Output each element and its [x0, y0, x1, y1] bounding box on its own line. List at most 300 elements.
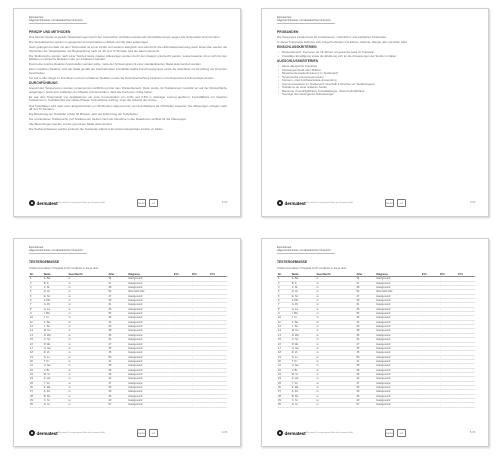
table-cell: B. K. — [291, 281, 316, 285]
table-cell: - — [173, 364, 191, 368]
table-cell: Hautgesund — [127, 403, 172, 407]
table-cell: H. La. — [43, 307, 68, 311]
table-cell: w — [67, 290, 107, 294]
table-cell: 20 — [29, 359, 43, 363]
document-page-2 — [261, 8, 489, 217]
table-cell: 26 — [277, 385, 291, 389]
table-cell: w — [315, 329, 355, 333]
table-cell: Y. Vo. — [43, 381, 68, 385]
table-cell: m — [315, 351, 355, 355]
table-cell: Hautgesund — [375, 385, 420, 389]
table-cell: - — [457, 281, 475, 285]
page-number: 4 / 5 — [221, 431, 227, 434]
table-cell: w — [315, 307, 355, 311]
table-cell: w — [67, 372, 107, 376]
table-cell: w — [315, 333, 355, 337]
table-cell: w — [67, 359, 107, 363]
table-cell: - — [191, 364, 209, 368]
table-cell: 5 — [29, 294, 43, 298]
table-cell: - — [457, 346, 475, 350]
table-cell: 52 — [107, 290, 127, 294]
column-header: Diagnose — [375, 273, 420, 277]
table-cell: Hautgesund — [375, 281, 420, 285]
table-cell: Hautgesund — [127, 377, 172, 381]
table-cell: - — [191, 372, 209, 376]
table-cell: P. Me. — [291, 342, 316, 346]
table-cell: - — [173, 299, 191, 303]
table-cell: Hautgesund — [127, 351, 172, 355]
table-cell: W. Gr. — [291, 372, 316, 376]
table-cell: 29 — [355, 325, 375, 329]
table-cell: 59 — [107, 368, 127, 372]
table-cell: 25 — [277, 381, 291, 385]
table-cell: m — [67, 364, 107, 368]
table-cell: 56 — [107, 312, 127, 316]
logo-trademark: ® — [305, 432, 308, 434]
table-cell: Hautgesund — [375, 372, 420, 376]
section-heading: AUSSCHLUSSKRITERIEN — [277, 59, 319, 64]
results-table — [277, 273, 475, 408]
table-cell: - — [209, 351, 227, 355]
table-cell: Hautgesund — [375, 294, 420, 298]
table-cell: w — [67, 294, 107, 298]
table-cell: - — [421, 329, 439, 333]
table-cell: Hautgesund — [375, 398, 420, 402]
table-cell: w — [315, 281, 355, 285]
table-cell: - — [457, 312, 475, 316]
table-cell: C. St. — [43, 398, 68, 402]
column-header: Diagnose — [127, 273, 172, 277]
logo-trademark: ® — [57, 202, 60, 204]
paragraph: Nach gelungen Kontakt mit dem Testprodukt ist somit erhöht und weiterer allergisch und sollt durch die Hilfsmittelverwendung dann erkennbar werden die Abstrichen der Testpräparate, die Begutachtung nach ca. 48 und 72 Stunden wird die Haut untersucht. — [29, 45, 227, 53]
table-cell: 1 — [29, 277, 43, 281]
paragraph: In dieser Testgruppe befinden sich einige Probanden mit Ekzem, Asthma, Allergie oder sensibler Haut. — [277, 39, 408, 44]
table-cell: - — [191, 377, 209, 381]
table-cell: A. Pe. — [291, 390, 316, 394]
certification-badges — [385, 429, 406, 437]
table-cell: w — [67, 398, 107, 402]
list-item: • Teilnahme an einer anderen Studie — [277, 86, 475, 90]
table-cell: - — [457, 368, 475, 372]
table-cell: - — [191, 403, 209, 407]
table-cell: N. Wo. — [43, 333, 68, 337]
table-cell: 45 — [107, 351, 127, 355]
table-cell: Hautgesund — [127, 368, 172, 372]
table-cell: - — [457, 277, 475, 281]
logo-text: dermatest — [284, 430, 306, 436]
paragraph: Die vorhandenen Testbereiche (mit Testkammer) bleiben nach der Abnahme in den Reaktionen sichtbar für die Ablesungen. — [29, 117, 188, 122]
table-cell: Hautgesund — [127, 277, 172, 281]
column-header: Geschlecht — [67, 273, 107, 277]
table-cell: - — [191, 299, 209, 303]
table-cell: 23 — [29, 372, 43, 376]
table-cell: - — [439, 329, 457, 333]
table-cell: - — [439, 351, 457, 355]
column-header: 24 h — [173, 273, 191, 277]
table-cell: 15 — [277, 338, 291, 342]
table-cell: - — [439, 299, 457, 303]
table-cell: 30 — [29, 403, 43, 407]
table-cell: 18 — [29, 351, 43, 355]
table-cell: w — [67, 307, 107, 311]
table-cell: - — [421, 338, 439, 342]
table-cell: w — [315, 398, 355, 402]
paragraph: Angefordert Testpersonen wurden vorgenommen Aufführung über dem Rückenbereich. Dann wurde mit Testkammern bestückt an auf der Rückenfläche aufgetragen. Nach dem Aufkleben der Pflaster wird kontrolliert, dass alle Kammern richtig haften. — [29, 86, 227, 94]
table-cell: 47 — [355, 294, 375, 298]
page-footer — [277, 430, 475, 438]
list-item: • Freiwillige Einwilligung sowie die Erklärung sich an die Anweisungen der Studie zu halten — [277, 55, 475, 59]
table-cell: 30 — [107, 390, 127, 394]
table-cell: Hautgesund — [127, 329, 172, 333]
table-cell: w — [67, 277, 107, 281]
table-cell: - — [173, 403, 191, 407]
table-cell: - — [421, 281, 439, 285]
table-cell: w — [315, 294, 355, 298]
table-cell: P. Me. — [43, 342, 68, 346]
table-cell: w — [315, 320, 355, 324]
table-cell: - — [173, 320, 191, 324]
table-cell: Hautgesund — [375, 286, 420, 290]
table-cell: X. Ho. — [43, 377, 68, 381]
table-cell: - — [209, 333, 227, 337]
table-cell: F. Mü. — [291, 299, 316, 303]
table-cell: 55 — [107, 385, 127, 389]
table-cell: - — [457, 303, 475, 307]
table-cell: - — [191, 355, 209, 359]
table-cell: - — [439, 316, 457, 320]
table-cell: A. Ba. — [291, 277, 316, 281]
table-cell: 39 — [355, 299, 375, 303]
table-cell: 11 — [277, 320, 291, 324]
table-cell: E. Sc. — [291, 294, 316, 298]
table-cell: 9 — [29, 312, 43, 316]
certification-seal-icon: DIN ISO — [137, 429, 146, 437]
table-cell: - — [191, 368, 209, 372]
table-cell: F. Mü. — [43, 299, 68, 303]
dermatest-logo — [29, 200, 59, 206]
table-cell: K. Be. — [43, 320, 68, 324]
table-cell: 40 — [107, 398, 127, 402]
table-cell: - — [209, 290, 227, 294]
table-cell: - — [421, 325, 439, 329]
table-cell: 9 — [277, 312, 291, 316]
table-cell: - — [191, 390, 209, 394]
table-cell: - — [191, 281, 209, 285]
column-header: Nr. — [29, 273, 43, 277]
table-cell: 21 — [29, 364, 43, 368]
table-cell: - — [173, 346, 191, 350]
table-cell: 50 — [107, 333, 127, 337]
table-cell: - — [439, 381, 457, 385]
list-item: • Sonnenexposition im Testbereich innerhalb 4 Wochen vor Studienbeginn — [277, 83, 475, 87]
table-cell: w — [67, 329, 107, 333]
table-cell: Hautgesund — [127, 390, 172, 394]
page-body — [277, 29, 475, 98]
footer-note: Dermatest® ist eingetragene Marke der Dermatest GmbH — [59, 201, 105, 204]
table-cell: - — [457, 377, 475, 381]
table-cell: T. Kr. — [291, 359, 316, 363]
table-cell: V. Br. — [43, 368, 68, 372]
table-cell: 26 — [107, 372, 127, 376]
document-page-1 — [13, 8, 241, 217]
table-cell: - — [439, 355, 457, 359]
table-cell: 59 — [355, 368, 375, 372]
table-cell: - — [439, 277, 457, 281]
table-cell: 16 — [29, 342, 43, 346]
table-cell: 40 — [355, 398, 375, 402]
table-cell: 56 — [355, 312, 375, 316]
table-cell: - — [209, 368, 227, 372]
table-cell: 57 — [107, 403, 127, 407]
table-cell: 29 — [29, 398, 43, 402]
table-cell: - — [457, 307, 475, 311]
logo-mark-icon — [29, 430, 35, 436]
table-cell: Hautgesund — [375, 346, 420, 350]
document-page-3 — [13, 238, 241, 447]
table-cell: - — [209, 342, 227, 346]
table-cell: 42 — [355, 377, 375, 381]
table-cell: U. Ne. — [291, 364, 316, 368]
table-cell: - — [439, 294, 457, 298]
table-cell: 37 — [107, 381, 127, 385]
table-cell: Hautgesund — [375, 320, 420, 324]
logo-trademark: ® — [57, 432, 60, 434]
inclusion-list — [277, 51, 475, 58]
table-cell: Hautgesund — [127, 312, 172, 316]
table-cell: - — [173, 385, 191, 389]
header-line-1: Epicutantest — [29, 16, 44, 19]
logo-mark-icon — [29, 200, 35, 206]
table-cell: Hautgesund — [127, 372, 172, 376]
table-cell: - — [191, 290, 209, 294]
table-cell: - — [191, 333, 209, 337]
table-cell: 46 — [355, 394, 375, 398]
table-cell: 10 — [277, 316, 291, 320]
table-cell: - — [457, 364, 475, 368]
table-cell: D. Ju. — [43, 403, 68, 407]
column-header: 24 h — [421, 273, 439, 277]
logo-text: dermatest — [36, 200, 58, 206]
table-cell: - — [173, 368, 191, 372]
table-cell: 52 — [355, 290, 375, 294]
table-cell: - — [191, 381, 209, 385]
table-cell: - — [439, 364, 457, 368]
header-line-2: Allgemeinhinweise mit tabellarischer Übersicht — [277, 249, 335, 253]
table-cell: Z. Ma. — [43, 385, 68, 389]
table-cell: 62 — [107, 338, 127, 342]
table-cell: 30 — [355, 390, 375, 394]
table-cell: 10 — [29, 316, 43, 320]
table-cell: 53 — [355, 355, 375, 359]
table-cell: - — [457, 316, 475, 320]
certification-badges — [137, 429, 158, 437]
table-cell: - — [173, 303, 191, 307]
table-cell: Hautgesund — [127, 307, 172, 311]
table-cell: w — [67, 355, 107, 359]
table-cell: Hautgesund — [127, 281, 172, 285]
table-cell: - — [439, 338, 457, 342]
table-cell: - — [209, 403, 227, 407]
table-cell: 18 — [277, 351, 291, 355]
table-cell: w — [315, 303, 355, 307]
table-cell: 61 — [355, 303, 375, 307]
table-cell: - — [439, 368, 457, 372]
table-cell: 5 — [277, 294, 291, 298]
table-cell: Neurodermitis — [127, 290, 172, 294]
table-cell: - — [439, 377, 457, 381]
table-cell: - — [191, 307, 209, 311]
certification-badges — [385, 199, 406, 207]
table-cell: - — [209, 299, 227, 303]
table-cell: - — [173, 359, 191, 363]
table-cell: Hautgesund — [127, 398, 172, 402]
table-cell: - — [421, 368, 439, 372]
dermatest-logo — [29, 430, 59, 436]
table-cell: - — [457, 338, 475, 342]
table-cell: m — [67, 286, 107, 290]
table-cell: - — [209, 377, 227, 381]
table-cell: 27 — [355, 342, 375, 346]
table-cell: m — [67, 325, 107, 329]
paragraph: Die Testbereiche werden nach einer Testzeit sowie zweiten Ablesungen werden durch den Glasgut untersucht werden, sowie bewertet ob es sich bei den Effekten um klinische Reaktion oder um Irritationen handelt. — [29, 53, 227, 62]
table-cell: 24 — [29, 377, 43, 381]
table-cell: 15 — [29, 338, 43, 342]
table-cell: - — [439, 398, 457, 402]
table-cell: 25 — [29, 381, 43, 385]
table-cell: - — [457, 403, 475, 407]
table-cell: - — [209, 364, 227, 368]
table-cell: U. Ne. — [43, 364, 68, 368]
table-cell: 27 — [107, 342, 127, 346]
page-footer — [29, 200, 227, 208]
table-cell: - — [439, 320, 457, 324]
table-cell: T. Kr. — [43, 359, 68, 363]
table-cell: - — [173, 307, 191, 311]
table-cell: - — [209, 303, 227, 307]
table-cell: Hautgesund — [127, 381, 172, 385]
table-cell: J. Fi. — [291, 316, 316, 320]
logo-trademark: ® — [305, 202, 308, 204]
table-row — [277, 403, 475, 407]
table-cell: S. Lo. — [43, 355, 68, 359]
table-cell: 57 — [355, 403, 375, 407]
table-cell: Hautgesund — [127, 320, 172, 324]
table-cell: - — [173, 286, 191, 290]
page-header — [29, 246, 87, 254]
table-cell: Hautgesund — [127, 316, 172, 320]
table-cell: - — [421, 364, 439, 368]
table-cell: Hautgesund — [127, 355, 172, 359]
table-cell: w — [67, 342, 107, 346]
table-cell: - — [439, 390, 457, 394]
table-cell: 4 — [29, 290, 43, 294]
table-cell: - — [209, 346, 227, 350]
header-line-2: Allgemeinhinweise mit tabellarischer Übersicht — [29, 249, 87, 253]
logo-mark-icon — [277, 200, 283, 206]
table-cell: K. Be. — [291, 320, 316, 324]
table-cell: L. Sa. — [43, 325, 68, 329]
paragraph: Die Studienschwester werden instruiert die Testareale während der Anwendungsphase trocken zu halten. — [29, 127, 164, 132]
table-cell: - — [209, 294, 227, 298]
table-cell: w — [315, 359, 355, 363]
table-cell: 7 — [277, 303, 291, 307]
table-cell: S. Lo. — [291, 355, 316, 359]
footer-note: Dermatest® ist eingetragene Marke der Dermatest GmbH — [307, 201, 353, 204]
table-cell: 30 — [277, 403, 291, 407]
table-cell: - — [457, 398, 475, 402]
table-cell: Y. Vo. — [291, 381, 316, 385]
table-cell: - — [439, 333, 457, 337]
list-item: • Bestehende Hauterkrankung im Testbereich — [277, 72, 475, 76]
list-item: • Sonstige dermatologische Erkrankungen — [277, 93, 475, 97]
table-cell: 1 — [277, 277, 291, 281]
table-cell: 14 — [29, 333, 43, 337]
page-header — [277, 246, 335, 254]
table-cell: - — [191, 294, 209, 298]
table-cell: - — [439, 372, 457, 376]
table-cell: - — [439, 307, 457, 311]
table-cell: R. Zi. — [43, 351, 68, 355]
table-cell: 23 — [277, 372, 291, 376]
list-item: • Akute allergische Krankheit — [277, 65, 475, 69]
certification-seal-icon: GLP — [149, 429, 158, 437]
table-cell: - — [209, 329, 227, 333]
table-cell: - — [457, 294, 475, 298]
header-line-2: Allgemeinhinweise mit tabellarischer Übersicht — [277, 19, 335, 23]
table-cell: w — [315, 385, 355, 389]
table-cell: - — [173, 390, 191, 394]
table-cell: - — [457, 342, 475, 346]
list-item: • Rückenbereich: Personen ab 18 Jahren mit gesunder Haut im Testareal — [277, 51, 475, 55]
table-cell: - — [173, 338, 191, 342]
table-cell: - — [421, 390, 439, 394]
certification-seal-icon: DIN ISO — [137, 199, 146, 207]
table-cell: - — [421, 303, 439, 307]
table-cell: w — [67, 281, 107, 285]
header-line-2: Allgemeinhinweise mit tabellarischer Übersicht — [29, 19, 87, 23]
table-cell: w — [67, 394, 107, 398]
table-cell: - — [457, 329, 475, 333]
table-cell: O. Sc. — [291, 338, 316, 342]
table-cell: 25 — [355, 307, 375, 311]
table-cell: - — [173, 342, 191, 346]
paragraph: Die Testgruppe bestand aus 30 erwachsenen, männlichen und weiblichen Probanden. — [277, 34, 388, 39]
certification-seal-icon: GLP — [149, 199, 158, 207]
table-cell: Hautgesund — [127, 333, 172, 337]
table-cell: - — [209, 316, 227, 320]
table-cell: - — [209, 320, 227, 324]
table-cell: 7 — [29, 303, 43, 307]
results-title: TESTERGEBNISSE — [277, 260, 308, 264]
column-header: Alter — [355, 273, 375, 277]
table-cell: 24 — [277, 377, 291, 381]
table-cell: - — [191, 312, 209, 316]
table-cell: - — [173, 329, 191, 333]
section-heading: EINSCHLUSSKRITERIEN — [277, 45, 317, 50]
certification-badges — [137, 199, 158, 207]
table-cell: 35 — [355, 346, 375, 350]
logo-text: dermatest — [36, 430, 58, 436]
table-cell: 29 — [107, 325, 127, 329]
column-header: 72 h — [457, 273, 475, 277]
table-cell: - — [421, 398, 439, 402]
paragraph: Einen positiven Reaktion wird die Skala gemäß der internationalen Kontaktdermatitis-Forschungsgruppe sowie die Standards zur Ermittlung der Prozedur beschrieben. — [29, 67, 227, 75]
footer-note: Dermatest® ist eingetragene Marke der Dermatest GmbH — [307, 431, 353, 434]
table-cell: Hautgesund — [375, 316, 420, 320]
table-cell: - — [191, 398, 209, 402]
table-cell: 62 — [355, 338, 375, 342]
page-number: 3 / 5 — [469, 201, 475, 204]
